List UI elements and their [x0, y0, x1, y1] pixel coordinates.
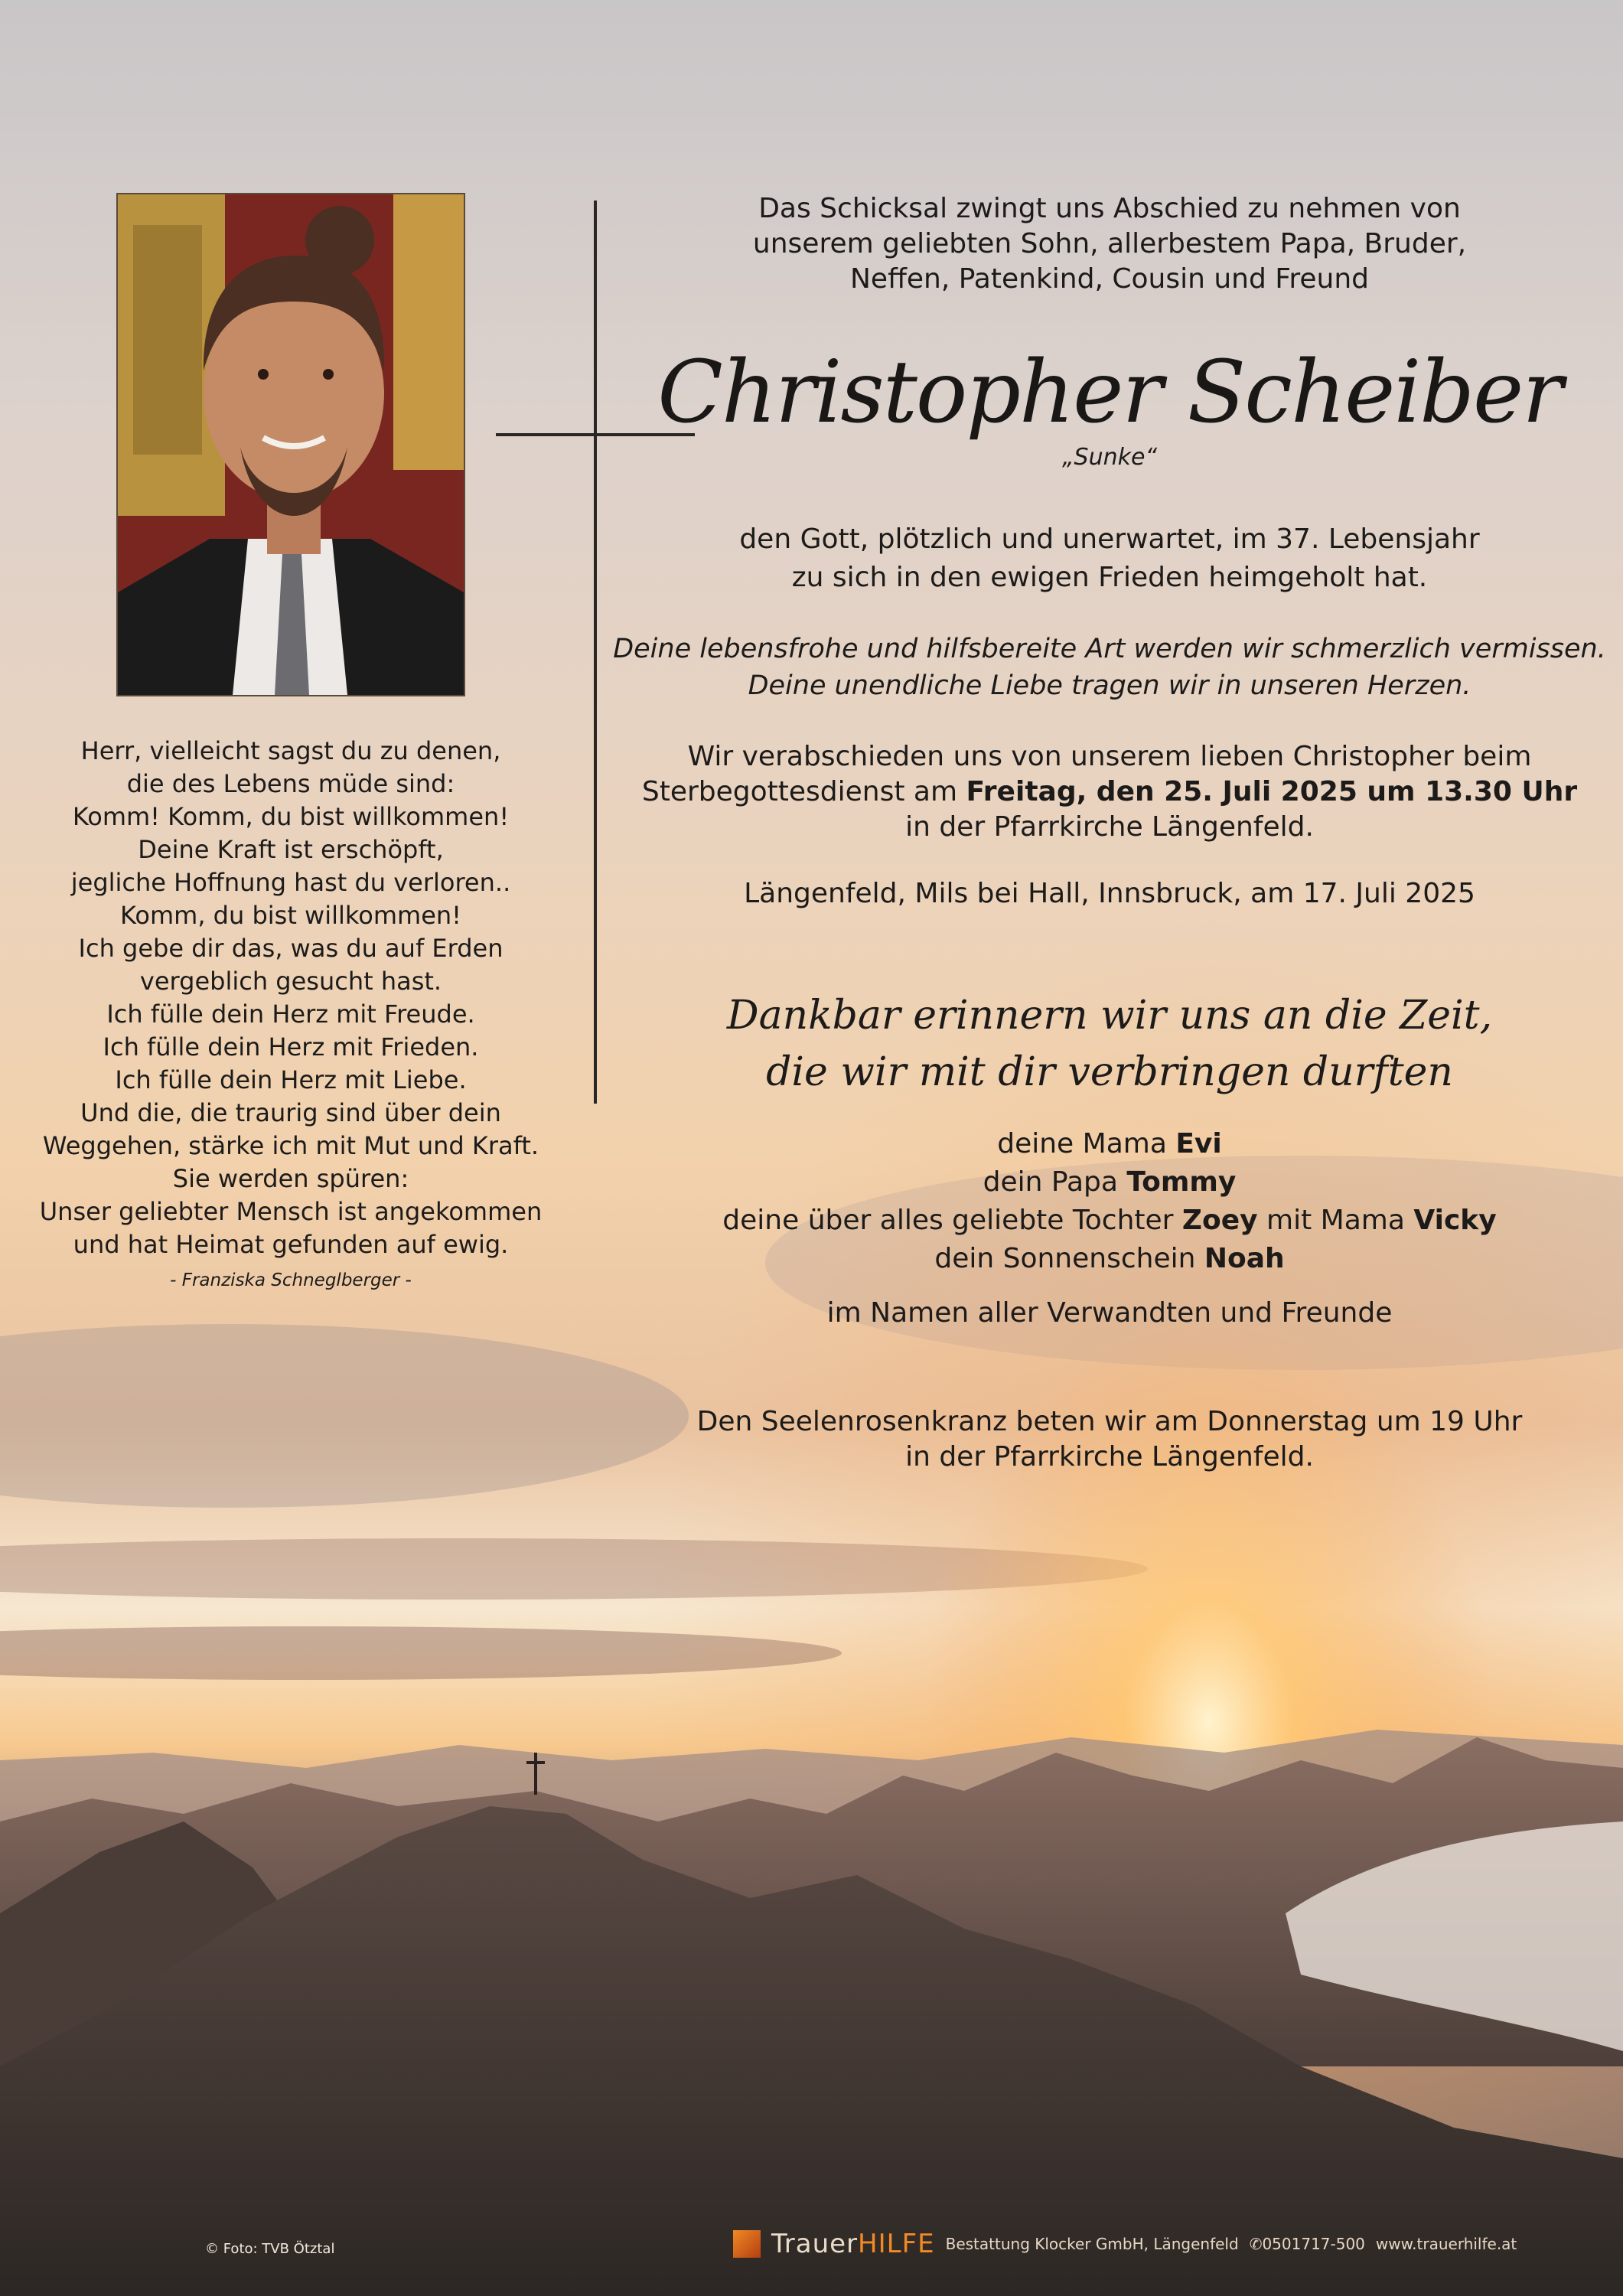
poem-line: die des Lebens müde sind: [126, 769, 455, 798]
rosary-line: Den Seelenrosenkranz beten wir am Donnerstag um 19 Uhr [696, 1406, 1523, 1437]
photo-credit: © Foto: TVB Ötztal [205, 2241, 335, 2257]
thanks-text [612, 987, 1607, 1101]
quote-line: Deine lebensfrohe und hilfsbereite Art werden wir schmerzlich vermissen. [613, 634, 1606, 664]
service-info [612, 739, 1607, 845]
logo-part: Trauer [771, 2229, 859, 2259]
poem-line: Komm! Komm, du bist willkommen! [72, 802, 510, 831]
passage-text [612, 520, 1607, 597]
cross-vertical-bar [594, 201, 597, 1104]
on-behalf-text: im Namen aller Verwandten und Freunde [826, 1297, 1393, 1329]
phone-number: ✆0501717-500 [1249, 2235, 1365, 2253]
family-relation: mit Mama [1257, 1205, 1414, 1236]
service-line: in der Pfarrkirche Längenfeld. [905, 811, 1314, 843]
family-name: Vicky [1413, 1205, 1497, 1236]
quote-text [612, 631, 1607, 704]
portrait-photo [116, 193, 465, 696]
intro-line: Neffen, Patenkind, Cousin und Freund [849, 263, 1370, 295]
family-relation: dein Papa [983, 1166, 1127, 1198]
family-member [612, 1125, 1607, 1163]
footer [733, 2229, 1517, 2259]
logo-part: HILFE [858, 2229, 935, 2259]
rosary-info [612, 1404, 1607, 1475]
poem-line: Weggehen, stärke ich mit Mut und Kraft. [42, 1131, 539, 1160]
poem-line: vergeblich gesucht hast. [139, 967, 442, 996]
service-line [612, 775, 1607, 810]
passage-line: den Gott, plötzlich und unerwartet, im 37. Lebensjahr [739, 523, 1480, 555]
service-line-prefix: Sterbegottesdienst am [641, 776, 966, 807]
family-relation: deine über alles geliebte Tochter [722, 1205, 1182, 1236]
family-list [612, 1125, 1607, 1278]
family-name: Zoey [1181, 1205, 1258, 1236]
family-member [612, 1163, 1607, 1202]
poem [31, 735, 551, 1297]
service-line: Wir verabschieden uns von unserem lieben Christopher beim [687, 741, 1532, 772]
quote-line: Deine unendliche Liebe tragen wir in unseren Herzen. [748, 670, 1471, 701]
poem-author: - Franziska Schneglberger - [170, 1270, 412, 1290]
intro-line: unserem geliebten Sohn, allerbestem Papa, Bruder, [752, 228, 1467, 259]
poem-line: Ich gebe dir das, was du auf Erden [78, 934, 504, 963]
poem-line: Deine Kraft ist erschöpft, [138, 835, 444, 864]
poem-line: Komm, du bist willkommen! [120, 901, 461, 930]
place-and-date: Längenfeld, Mils bei Hall, Innsbruck, am 17. Juli 2025 [744, 878, 1475, 909]
poem-line: Sie werden spüren: [172, 1164, 409, 1193]
poem-line: Ich fülle dein Herz mit Liebe. [115, 1065, 467, 1094]
brand-logo-text [771, 2229, 935, 2259]
passage-line: zu sich in den ewigen Frieden heimgeholt hat. [791, 562, 1428, 593]
intro-line: Das Schicksal zwingt uns Abschied zu nehmen von [758, 193, 1461, 224]
thanks-line: die wir mit dir verbringen durften [766, 1049, 1453, 1095]
deceased-name: Christopher Scheiber [657, 343, 1562, 442]
service-datetime: Freitag, den 25. Juli 2025 um 13.30 Uhr [966, 776, 1578, 807]
company-name: Bestattung Klocker GmbH, Längenfeld [945, 2235, 1239, 2253]
intro-text [612, 191, 1607, 297]
poem-line: Und die, die traurig sind über dein [80, 1098, 501, 1127]
poem-line: Ich fülle dein Herz mit Freude. [106, 1000, 475, 1029]
poem-line: Herr, vielleicht sagst du zu denen, [80, 736, 501, 765]
thanks-line: Dankbar erinnern wir uns an die Zeit, [726, 993, 1493, 1039]
poem-line: Ich fülle dein Herz mit Frieden. [103, 1032, 479, 1062]
family-relation: deine Mama [997, 1128, 1176, 1159]
website-link[interactable]: www.trauerhilfe.at [1375, 2235, 1517, 2253]
family-name: Noah [1204, 1243, 1285, 1274]
trauerhilfe-logo-icon [733, 2230, 761, 2258]
family-member [612, 1202, 1607, 1240]
family-relation: dein Sonnenschein [934, 1243, 1204, 1274]
poem-line: und hat Heimat gefunden auf ewig. [73, 1230, 509, 1259]
family-member [612, 1240, 1607, 1278]
rosary-line: in der Pfarrkirche Längenfeld. [905, 1441, 1314, 1473]
nickname: „Sunke“ [1062, 444, 1157, 471]
poem-line: Unser geliebter Mensch ist angekommen [39, 1197, 543, 1226]
family-name: Evi [1175, 1128, 1222, 1159]
family-name: Tommy [1126, 1166, 1237, 1198]
poem-line: jegliche Hoffnung hast du verloren.. [70, 868, 511, 897]
